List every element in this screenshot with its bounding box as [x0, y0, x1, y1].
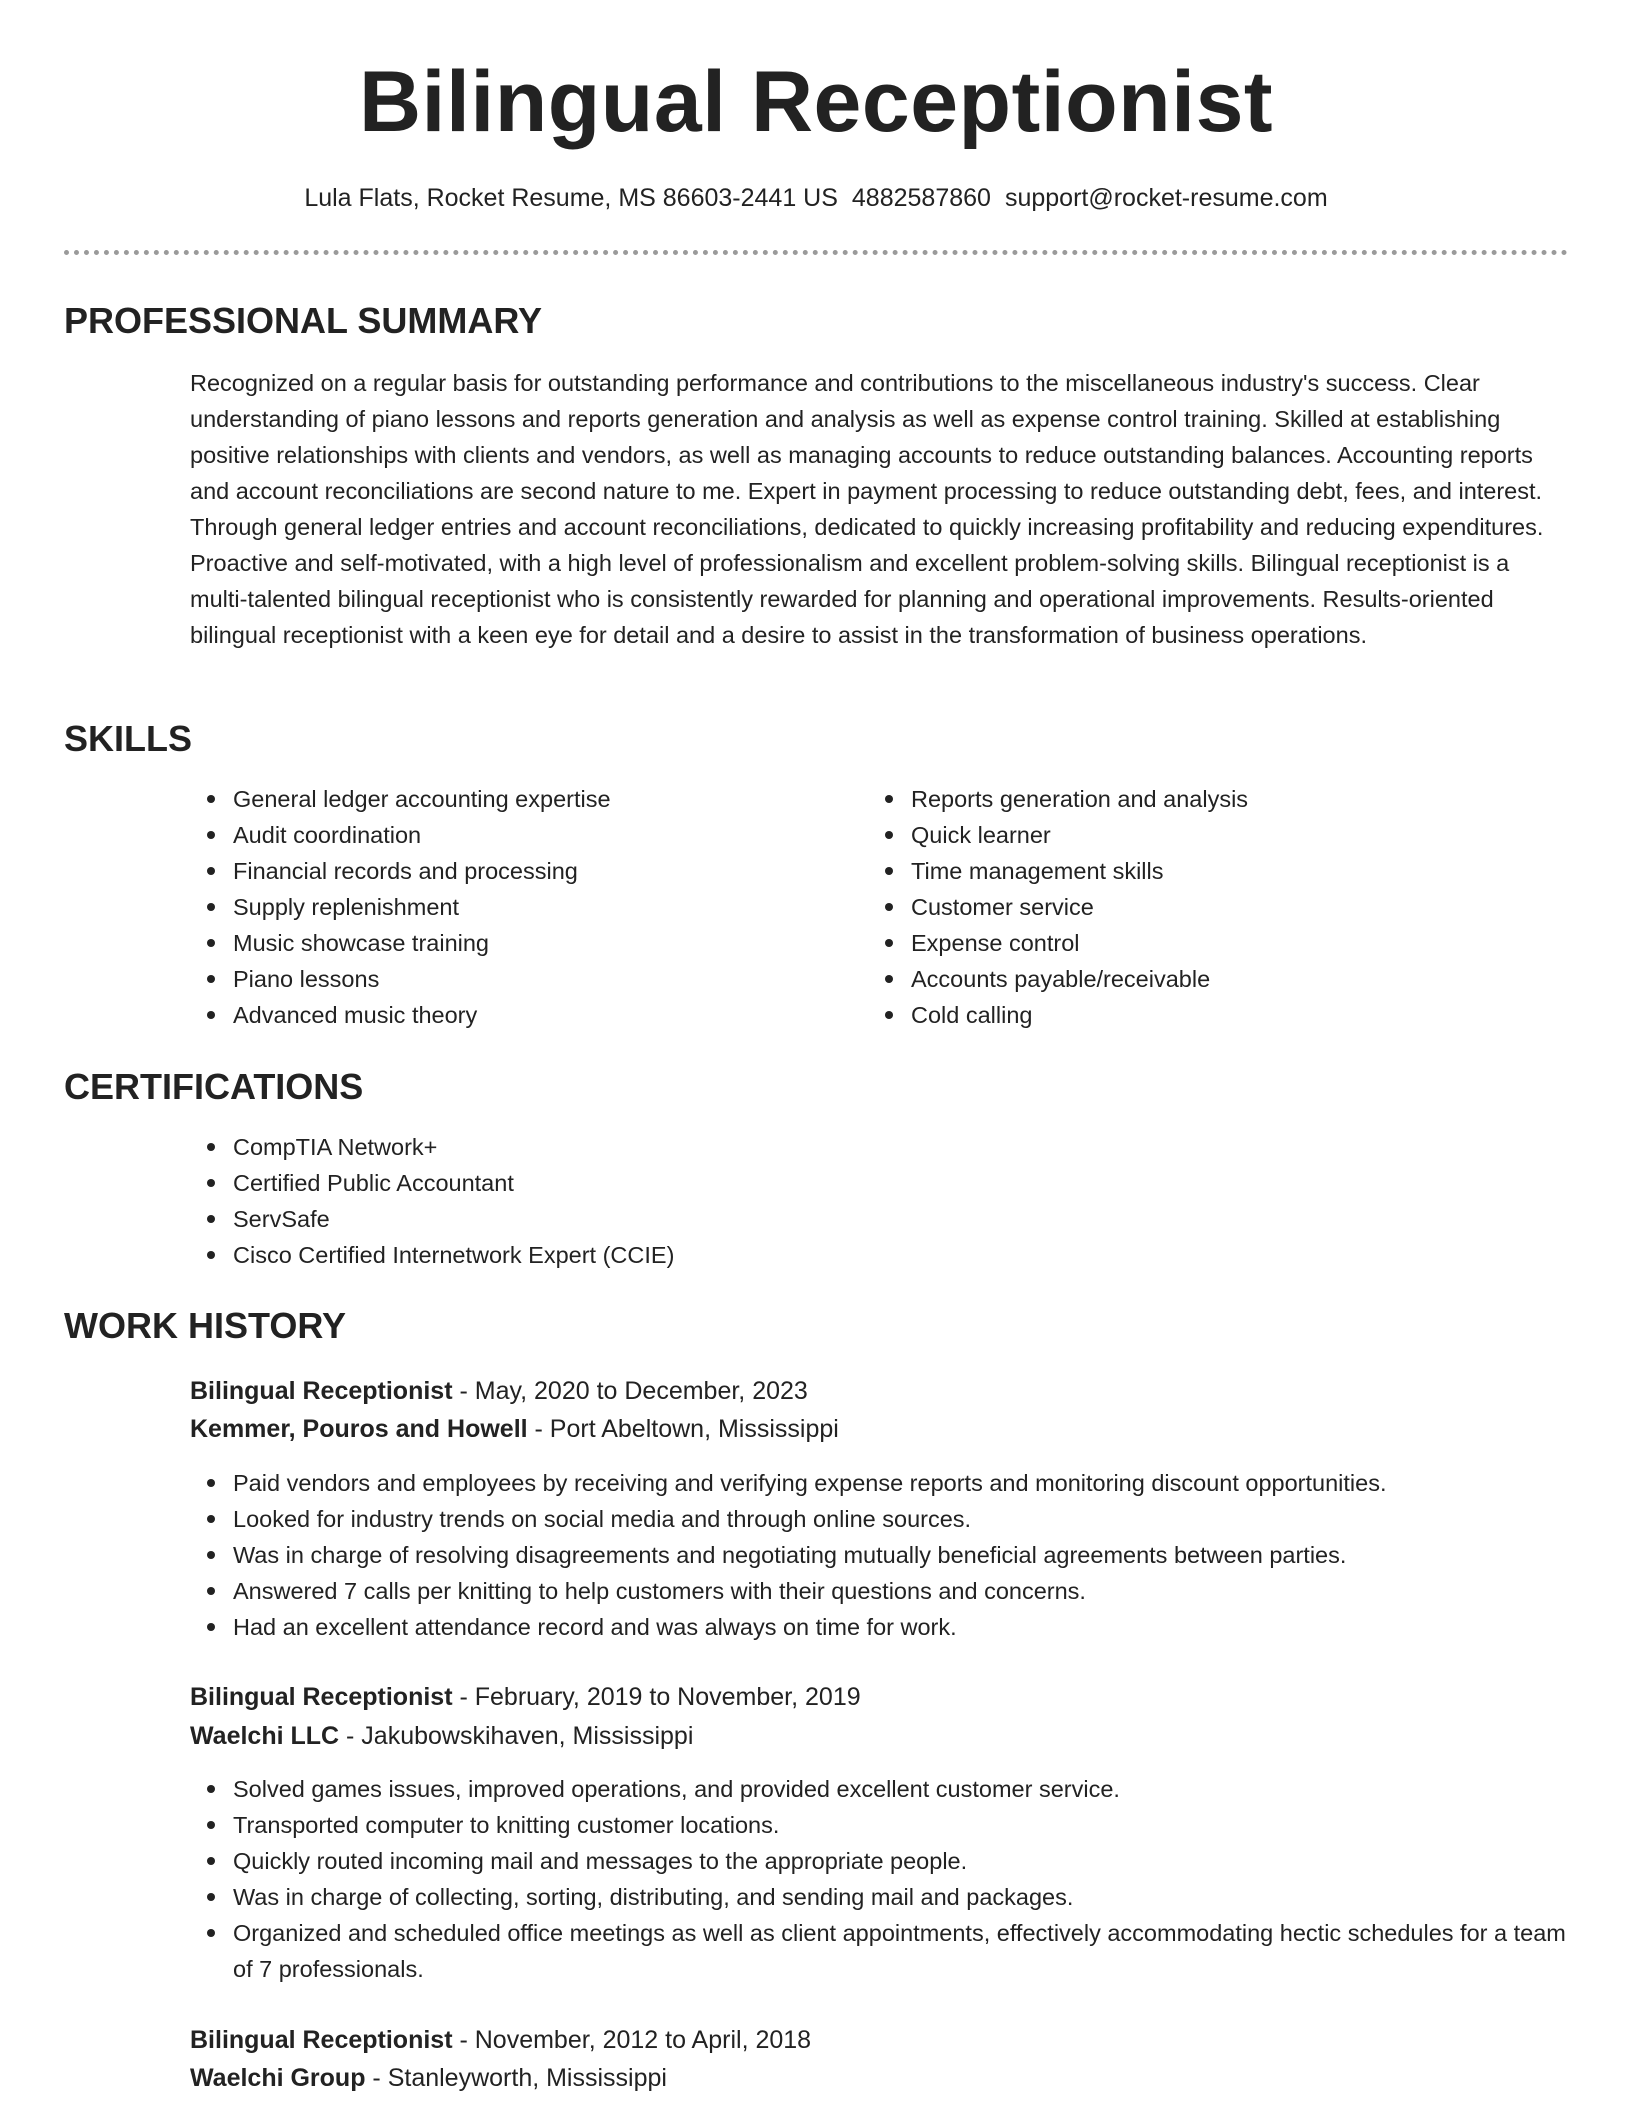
skill-item: General ledger accounting expertise — [190, 781, 830, 817]
job-duties-list — [190, 1465, 1568, 1645]
job-dates: - November, 2012 to April, 2018 — [452, 2026, 812, 2054]
skills-heading: SKILLS — [64, 718, 193, 759]
job-company: Kemmer, Pouros and Howell — [190, 1415, 528, 1443]
certification-item: Cisco Certified Internetwork Expert (CCIE) — [190, 1237, 1550, 1273]
job-company: Waelchi Group — [190, 2064, 366, 2092]
certifications-heading: CERTIFICATIONS — [64, 1066, 364, 1107]
job-title-line — [190, 1678, 861, 1716]
skill-item: Music showcase training — [190, 925, 830, 961]
skill-item: Advanced music theory — [190, 997, 830, 1033]
job-duty-item: Had an excellent attendance record and was always on time for work. — [190, 1609, 1568, 1645]
job-duty-item: Quickly routed incoming mail and messages to the appropriate people. — [190, 1843, 1568, 1879]
work-history-heading: WORK HISTORY — [64, 1305, 347, 1346]
job-dates: - February, 2019 to November, 2019 — [452, 1683, 861, 1711]
job-duty-item: Paid vendors and employees by receiving and verifying expense reports and monitoring discount opportunities. — [190, 1465, 1568, 1501]
certification-item: CompTIA Network+ — [190, 1129, 1550, 1165]
job-company-line — [190, 2059, 667, 2097]
job-duty-item: Transported computer to knitting customer locations. — [190, 1807, 1568, 1843]
skill-item: Expense control — [868, 925, 1548, 961]
job-duties-list — [190, 1771, 1568, 1987]
job-location: - Stanleyworth, Mississippi — [365, 2064, 667, 2092]
skill-item: Financial records and processing — [190, 853, 830, 889]
skill-item: Customer service — [868, 889, 1548, 925]
summary-text: Recognized on a regular basis for outstanding performance and contributions to the miscellaneous industry's success. Clear understanding of piano lessons and reports generation and analysis as well as expense control training. Skilled at establishing positive relationships with clients and vendors, as well as managing accounts to reduce outstanding balances. Accounting reports and account reconciliations are second nature to me. Expert in payment processing to reduce outstanding debt, fees, and interest. Through general ledger entries and account reconciliations, dedicated to quickly increasing profitability and reducing expenditures. Proactive and self-motivated, with a high level of professionalism and excellent problem-solving skills. Bilingual receptionist is a multi-talented bilingual receptionist who is consistently rewarded for planning and operational improvements. Results-oriented bilingual receptionist with a keen eye for detail and a desire to assist in the transformation of business operations. — [190, 370, 1544, 648]
job-duty-item: Answered 7 calls per knitting to help customers with their questions and concerns. — [190, 1573, 1568, 1609]
skill-item: Accounts payable/receivable — [868, 961, 1548, 997]
job-company-line — [190, 1410, 839, 1448]
job-role: Bilingual Receptionist — [190, 2026, 453, 2054]
certification-item: Certified Public Accountant — [190, 1165, 1550, 1201]
job-duty-item: Organized and scheduled office meetings as well as client appointments, effectively accommodating hectic schedules for a team of 7 professionals. — [190, 1915, 1568, 1987]
job-role: Bilingual Receptionist — [190, 1377, 453, 1405]
job-dates: - May, 2020 to December, 2023 — [452, 1377, 808, 1405]
skill-item: Cold calling — [868, 997, 1548, 1033]
skill-item: Quick learner — [868, 817, 1548, 853]
job-company-line — [190, 1717, 693, 1755]
job-title-line — [190, 1372, 808, 1410]
skill-item: Reports generation and analysis — [868, 781, 1548, 817]
certification-item: ServSafe — [190, 1201, 1550, 1237]
certifications-list — [190, 1129, 1550, 1273]
job-duty-item: Was in charge of collecting, sorting, distributing, and sending mail and packages. — [190, 1879, 1568, 1915]
skills-list-right — [868, 781, 1548, 1033]
contact-line — [0, 180, 1632, 216]
job-location: - Port Abeltown, Mississippi — [527, 1415, 839, 1443]
skill-item: Time management skills — [868, 853, 1548, 889]
job-company: Waelchi LLC — [190, 1722, 340, 1750]
job-duty-item: Was in charge of resolving disagreements and negotiating mutually beneficial agreements between parties. — [190, 1537, 1568, 1573]
skills-list-left — [190, 781, 830, 1033]
job-title-line — [190, 2021, 811, 2059]
job-duty-item: Looked for industry trends on social media and through online sources. — [190, 1501, 1568, 1537]
header-divider — [64, 250, 1568, 255]
resume-name: Bilingual Receptionist — [358, 54, 1274, 150]
skill-item: Audit coordination — [190, 817, 830, 853]
skill-item: Supply replenishment — [190, 889, 830, 925]
summary-heading: PROFESSIONAL SUMMARY — [64, 300, 543, 341]
job-location: - Jakubowskihaven, Mississippi — [339, 1722, 694, 1750]
job-role: Bilingual Receptionist — [190, 1683, 453, 1711]
contact-email: support@rocket-resume.com — [1004, 184, 1328, 212]
skill-item: Piano lessons — [190, 961, 830, 997]
job-duty-item: Solved games issues, improved operations, and provided excellent customer service. — [190, 1771, 1568, 1807]
contact-phone: 4882587860 — [851, 184, 991, 212]
contact-address: Lula Flats, Rocket Resume, MS 86603-2441 US — [304, 184, 838, 212]
